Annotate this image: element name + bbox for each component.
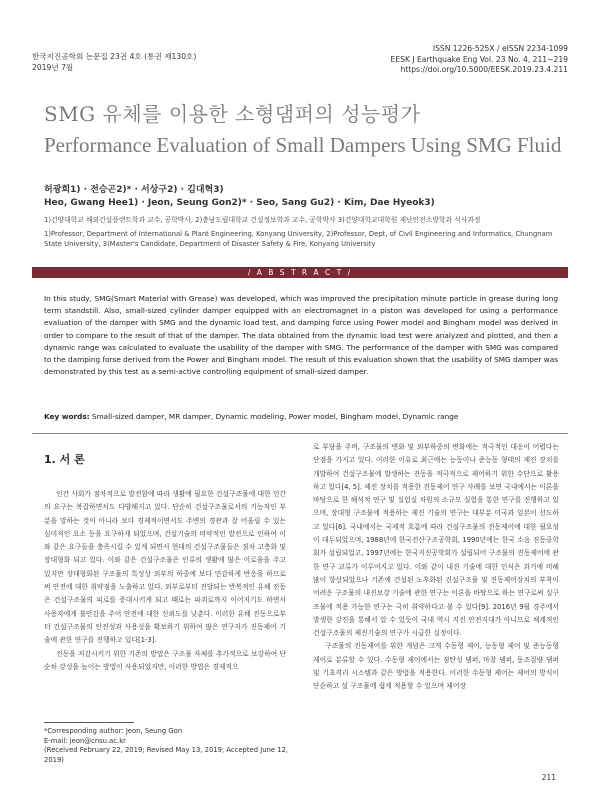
body-column-right <box>313 441 559 694</box>
journal-volume-en: EESK J Earthquake Eng Vol. 23 No. 4, 211~219 <box>390 54 568 64</box>
affiliations-en: 1)Professor, Department of International & Plant Engineering, Konyang University, 2)Professor, Dept, of Civil Engineering and Informatics, Chungnam State University, 3)Master's Candidate, Department of Disaster Safety & Fire, Konyang University <box>44 230 553 248</box>
body-column-left <box>44 488 286 674</box>
keywords-label: Key words: <box>44 412 90 421</box>
paragraph: 로 부담을 주며, 구조물의 변화 및 외부하중의 변화에는 적극적인 대응이 어렵다는 단점을 가지고 있다. 이러한 이유로 최근에는 능동이나 준능동 형태의 제진 장치를 개발하여 건설구조물에 발생하는 진동을 적극적으로 제어하기 위한 수단으로 활용하고 있다[4, 5]. 제진 장치를 적용한 진동제어 연구 사례를 보면 국내에서는 이론을 바탕으로 한 해석적 연구 및 실험실 차원의 소규모 실험을 통한 연구를 진행하고 있으며, 장대형 구조물에 적용하는 제진 기술의 연구는 대부분 미국과 일본이 선도하고 있다[6]. 국내에서는 국제적 흐름에 따라 건설구조물의 진동제어에 대한 필요성이 대두되었으며, 1988년에 한국전산구조공학회, 1990년에는 한국 소음 진동공학회가 설립되었고, 1997년에는 한국지진공학회가 설립되어 구조물의 진동제어에 관한 연구 교류가 이루어지고 있다. 이와 같이 내진 기술에 대한 인식은 과거에 비해 많이 향상되었으나 기존에 건설된 노후화된 건설구조물 및 진동제어장치의 부착이 어려운 구조물의 내진보강 기술에 관한 연구는 이론을 바탕으로 하는 연구로써 실구조물에 적용 가능한 연구는 극히 취약하다고 볼 수 있다[9]. 2016년 9월 경주에서 발생한 강진을 통해서 알 수 있듯이 국내 역시 지진 안전지대가 아니므로 체계적인 건설구조물의 제진기술의 연구가 시급한 실정이다. <box>313 443 559 638</box>
keywords-list: Small-sized damper, MR damper, Dynamic modeling, Power model, Bingham model, Dynamic range <box>91 412 459 421</box>
authors-en: Heo, Gwang Hee1) · Jeon, Seung Gon2)* · Seo, Sang Gu2) · Kim, Dae Hyeok3) <box>44 198 435 208</box>
keywords <box>44 412 558 421</box>
journal-date-kr: 2019년 7월 <box>32 62 74 72</box>
journal-header-en <box>391 44 568 76</box>
journal-volume-kr: 한국지진공학회 논문집 23권 4호 (통권 제130호) <box>32 52 197 61</box>
page-number: 211 <box>541 773 556 782</box>
paragraph: 진동을 저감시키기 위한 기존의 방법은 구조물 자체를 추가적으로 보강하여 단순히 강성을 높이는 방법이 사용되었지만, 이러한 방법은 경제적으 <box>44 649 286 671</box>
paper-title-en: Performance Evaluation of Small Dampers Using SMG Fluid <box>44 133 562 157</box>
footnote <box>44 727 294 765</box>
doi-link[interactable]: https://doi.org/10.5000/EESK.2019.23.4.211 <box>400 65 568 74</box>
issn: ISSN 1226-525X / eISSN 2234-1099 <box>432 44 568 53</box>
paragraph: 구조물의 진동제어를 위한 개념은 크게 수동형 제어, 능동형 제어 및 준능동형 제어로 분류할 수 있다. 수동형 제어에서는 점탄성 댐퍼, 마찰 댐퍼, 동조질량 댐퍼 및 기초격리 시스템과 같은 방법을 적용한다. 이러한 수동형 제어는 제어의 방식이 단순하고 설 구조물에 쉽게 적용할 수 있으며 제어장 <box>313 642 559 691</box>
section-heading-introduction: 1. 서 론 <box>44 453 85 466</box>
paper-title-kr: SMG 유체를 이용한 소형댐퍼의 성능평가 <box>44 102 421 126</box>
corresponding-author: *Corresponding author: Jeon, Seung Gon <box>44 727 183 735</box>
paragraph: 인간 사회가 점차적으로 발전함에 따라 생활에 필요한 건설구조물에 대한 인간의 요구는 복잡하면서도 다양해지고 있다. 단순히 건설구조물로서의 기능적인 부분을 말하는 것이 아니라 보다 경제적이면서도 주변의 경관과 잘 어울릴 수 있는 심미적인 요소 등을 요구하게 되었으며, 건설기술의 비약적인 발전으로 인하여 이와 같은 요구들을 충족시킬 수 있게 되면서 현대의 건설구조물들은 점차 고층화 및 장대형화 되고 있다. 이와 같은 건설구조물은 인류의 생활에 많은 이로움을 주고 있지만 장대형화된 구조물의 특성상 외부의 하중에 보다 민감하게 반응을 하므로써 안전에 대한 취약점을 노출하고 있다. 외부로부터 전달되는 반복적인 유해 진동은 건설구조물의 피로를 증대시키게 되고 때로는 파괴로까지 이어지기도 하면서 사용자에게 불안감을 주어 안전에 대한 신뢰도를 낮춘다. 이러한 유해 진동으로부터 건설구조물의 안전성과 사용성을 확보하기 위하여 많은 연구자가 진동제어 기술에 관한 연구를 진행하고 있다[1-3]. <box>44 490 286 645</box>
footnote-divider <box>44 722 134 723</box>
authors-kr: 허광희1) · 전승곤2)* · 서상구2) · 김대혁3) <box>44 185 224 195</box>
abstract-body: In this study, SMG(Smart Material with Grease) was developed, which was improved the precipitation minute particle in grease during long term standstill. Also, small-sized cylinder damper equipped with an electromagnet in a piston was developed for using a performance evaluation of the damper with SMG and the dynamic load test, and damping force using Power model and Bingham model was derived in order to compare to the result of that of the damper. The data obtained from the dynamic load test were analyzed and plotted, and then a dynamic range was calculated to evaluate the usability of the damper with SMG. The performance of the damper with SMG was compared to the damping forse derived from the Power and Bingham model. The result of this evaluation shown that the usability of SMG damper was demonstrated by this test as a semi-active controlling equipment of small-sized damper. <box>44 294 558 377</box>
affiliations-kr: 1)건양대학교 해외건설플랜트학과 교수, 공학박사, 2)충남도립대학교 건설정보학과 교수, 공학박사 3)건양대학교대학원 재난안전소방학과 석사과정 <box>44 216 481 224</box>
section-divider <box>32 433 568 434</box>
journal-header-kr <box>32 52 196 73</box>
submission-dates: (Received February 22, 2019; Revised May 13, 2019; Accepted June 12, 2019) <box>44 746 288 764</box>
author-email[interactable]: E-mail: jeon@cnsu.ac.kr <box>44 736 126 745</box>
abstract-heading: / A B S T R A C T / <box>32 267 568 278</box>
